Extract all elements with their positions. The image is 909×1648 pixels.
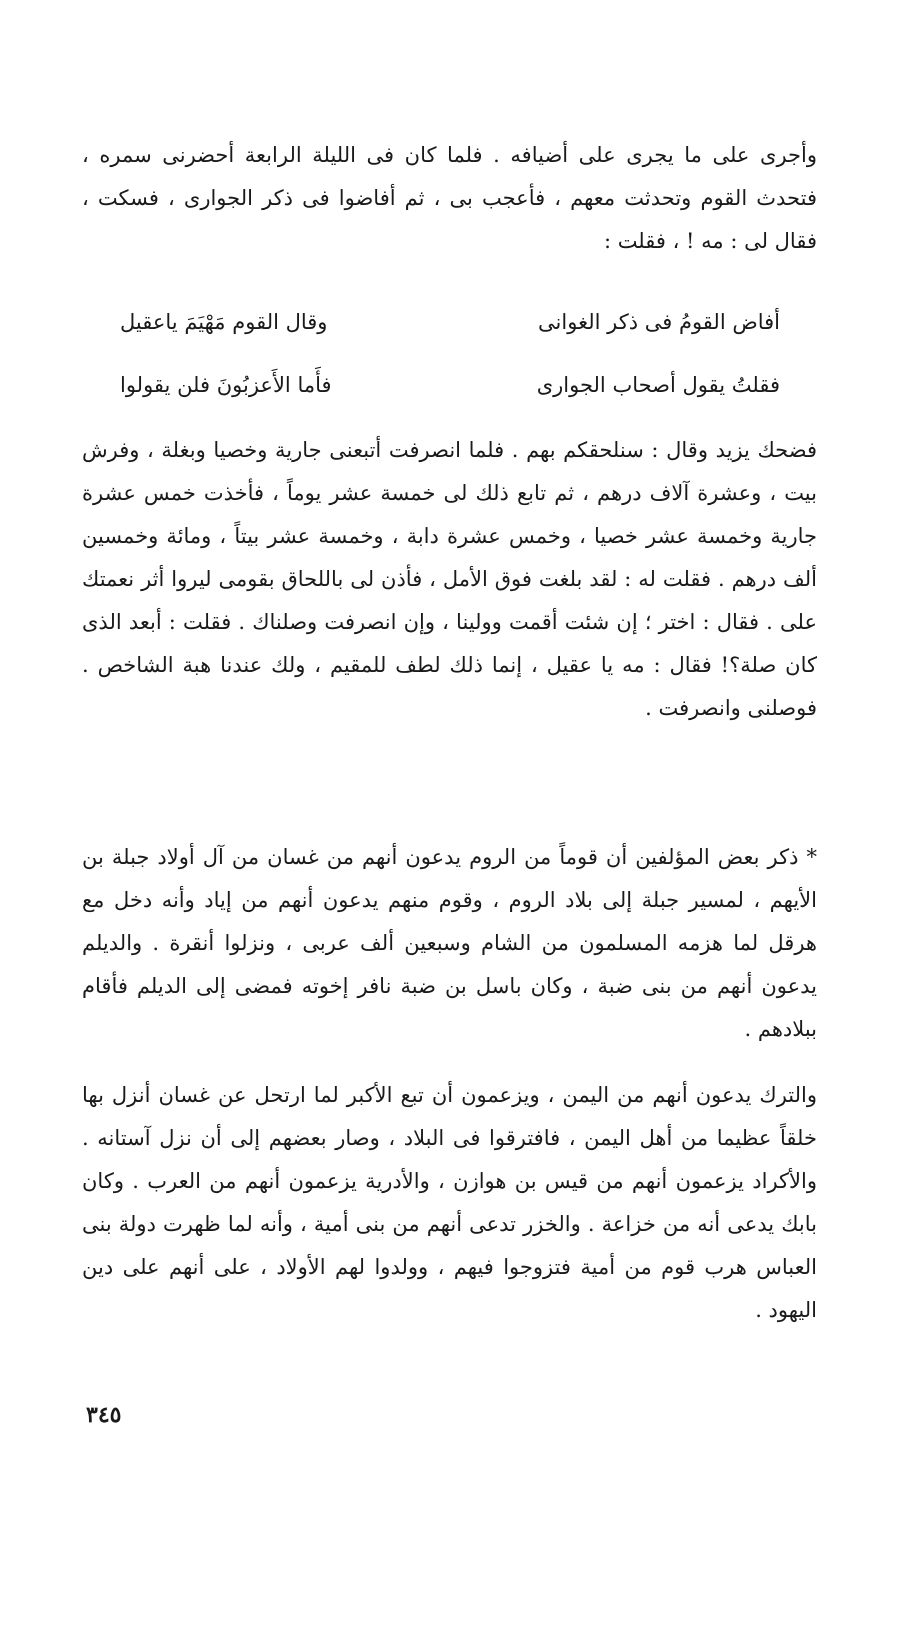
paragraph-2: فضحك يزيد وقال : سنلحقكم بهم . فلما انصرفت أتبعنى جارية وخصيا وبغلة ، وفرش بيت ، وعشرة آلاف درهم ، ثم تابع ذلك لى خمسة عشر يوماً ، فأخذت خمس عشرة جارية وخمسة عشر خصيا ، وخمس عشرة دابة ، وخمسة عشر بيتاً ، ومائة وخمسين ألف درهم . فقلت له : لقد بلغت فوق الأمل ، فأذن لى باللحاق بقومى ليروا أثر نعمتك على . فقال : اختر ؛ إن شئت أقمت وولينا ، وإن انصرفت وصلناك . فقلت : أبعد الذى كان صلة؟! فقال : مه يا عقيل ، إنما ذلك لطف للمقيم ، ولك عندنا هبة الشاخص . فوصلنى وانصرفت . xyxy=(82,438,817,720)
verse-2 xyxy=(120,363,780,407)
page-number: ٣٤٥ xyxy=(86,1402,122,1428)
paragraph-3: * ذكر بعض المؤلفين أن قوماً من الروم يدعون أنهم من غسان من آل أولاد جبلة بن الأيهم ، لمسير جبلة إلى بلاد الروم ، وقوم منهم يدعون أنهم من إياد وأنه دخل مع هرقل لما هزمه المسلمون من الشام وسبعين ألف عربى ، ونزلوا أنقرة . والديلم يدعون أنهم من بنى ضبة ، وكان باسل بن ضبة نافر إخوته فمضى إلى الديلم فأقام ببلادهم . xyxy=(82,845,817,1041)
verse-1-first-hemistich: أفاض القومُ فى ذكر الغوانى xyxy=(538,310,780,334)
verse-2-first-hemistich: فقلتُ يقول أصحاب الجوارى xyxy=(536,373,780,397)
verse-2-second-hemistich: فأَما الأَعزبُونَ فلن يقولوا xyxy=(120,373,332,397)
verse-1-second-hemistich: وقال القوم مَهْيَمَ ياعقيل xyxy=(120,310,328,334)
paragraph-4: والترك يدعون أنهم من اليمن ، ويزعمون أن تبع الأكبر لما ارتحل عن غسان أنزل بها خلقاً عظيما من أهل اليمن ، فافترقوا فى البلاد ، وصار بعضهم إلى أن نزل آستانه . والأكراد يزعمون أنهم من قيس بن هوازن ، والأدرية يزعمون أنهم من العرب . وكان بابك يدعى أنه من خزاعة . والخزر تدعى أنهم من بنى أمية ، وأنه لما ظهرت دولة بنى العباس هرب قوم من أمية فتزوجوا فيهم ، وولدوا لهم الأولاد ، على أنهم على دين اليهود . xyxy=(82,1083,817,1322)
paragraph-1: وأجرى على ما يجرى على أضيافه . فلما كان فى الليلة الرابعة أحضرنى سمره ، فتحدث القوم وتحدثت معهم ، فأعجب بى ، ثم أفاضوا فى ذكر الجوارى ، فسكت ، فقال لى : مه ! ، فقلت : xyxy=(82,143,817,253)
verse-1 xyxy=(120,300,780,344)
